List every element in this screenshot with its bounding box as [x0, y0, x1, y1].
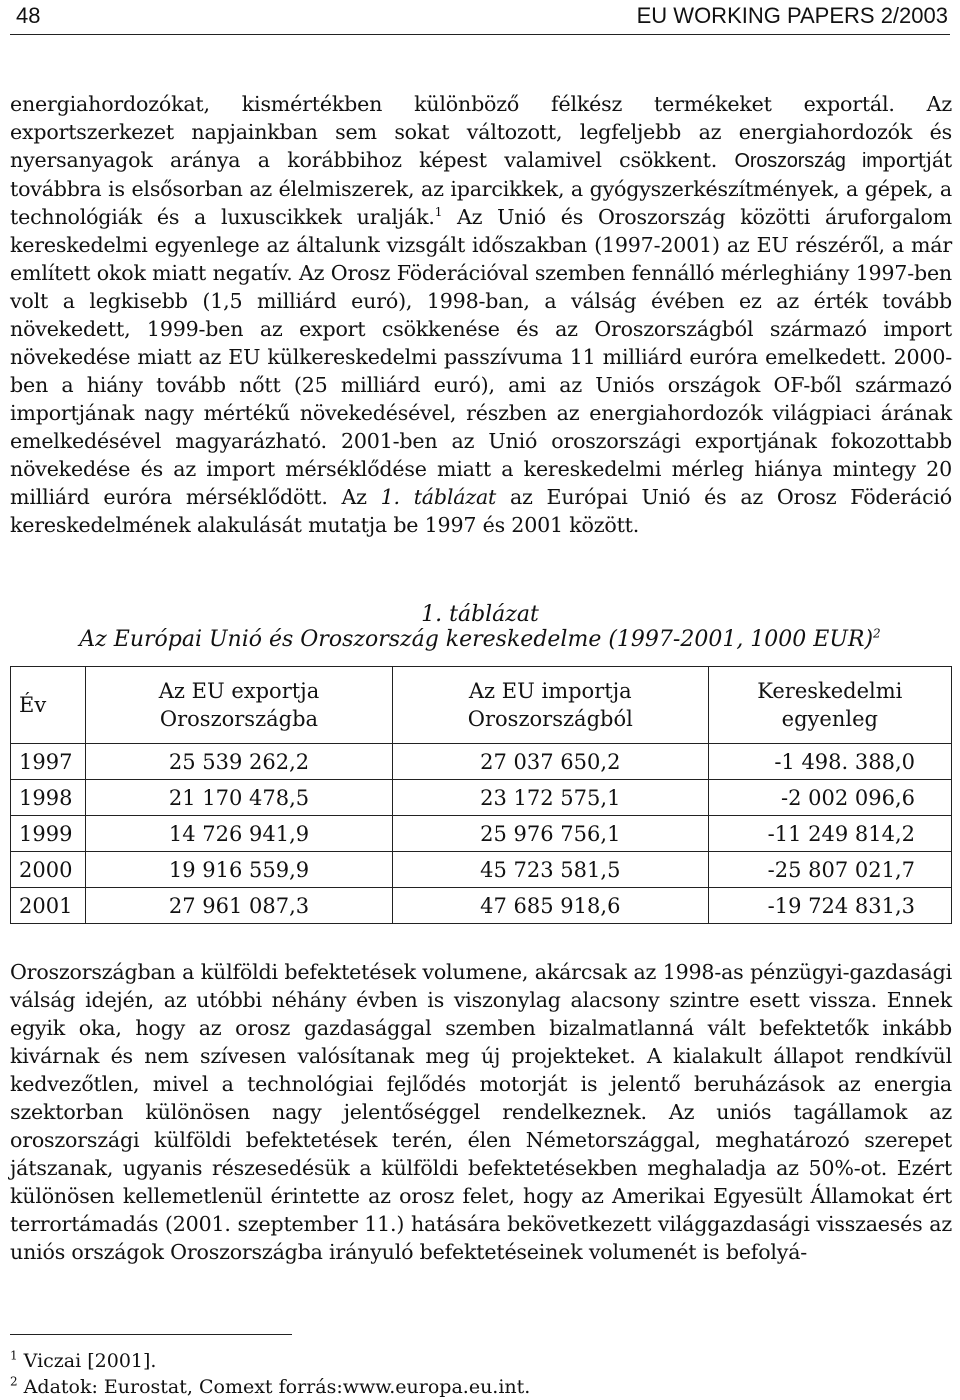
cell-export: 14 726 941,9 — [86, 816, 393, 852]
page-number: 48 — [16, 3, 41, 28]
cell-balance: -11 249 814,2 — [708, 816, 951, 852]
cell-export: 27 961 087,3 — [86, 888, 393, 924]
table-caption — [0, 602, 960, 652]
para1-sentence-2: Oroszország im — [734, 150, 883, 172]
para1-sentence-5: az Európai Unió és az Orosz Föderáció kereskedelmének alakulását mutatja be 1997 és 2001 között. — [10, 485, 952, 537]
table-row — [11, 852, 952, 888]
header-balance: Kereskedelmi egyenleg — [708, 667, 951, 744]
cell-balance: -25 807 021,7 — [708, 852, 951, 888]
footnote-text: Viczai [2001]. — [17, 1350, 157, 1372]
cell-year: 1998 — [11, 780, 86, 816]
cell-balance: -1 498. 388,0 — [708, 744, 951, 780]
cell-export: 21 170 478,5 — [86, 780, 393, 816]
footnote-divider — [10, 1334, 292, 1335]
cell-balance: -2 002 096,6 — [708, 780, 951, 816]
cell-year: 2001 — [11, 888, 86, 924]
footnote-2 — [10, 1374, 950, 1400]
footnote-1 — [10, 1348, 950, 1374]
cell-import: 23 172 575,1 — [392, 780, 708, 816]
body-paragraph-1 — [10, 90, 952, 539]
table-row — [11, 780, 952, 816]
header-export: Az EU exportja Oroszországba — [86, 667, 393, 744]
table-caption-title-line — [0, 627, 960, 652]
cell-balance: -19 724 831,3 — [708, 888, 951, 924]
table-caption-label: 1. táblázat — [421, 602, 539, 627]
cell-year: 1997 — [11, 744, 86, 780]
para1-sentence-4: Az Unió és Oroszország közötti áruforgalom kereskedelmi egyenlege az általunk vizsgált időszakban (1997-2001) az EU részéről, a már említett okok miatt negatív. Az Orosz Föderációval szemben fennálló mérleghiány 1997-ben volt a legkisebb (1,5 milliárd euró), 1998-ban, a válság évében ez az érték tovább növekedett, 1999-ben az export csökkenése és az Oroszországból származó import növekedése miatt az EU külkereskedelmi passzívuma 11 milliárd euróra emelkedett. 2000-ben a hiány tovább nőtt (25 milliárd euró), ami az Uniós országok OF-ből származó importjának nagy mértékű növekedésével, részben az energiahordozók világpiaci árának emelkedésével magyarázható. 2001-ben az Unió oroszországi exportjának fokozottabb növekedése és az import mérséklődése miatt a kereskedelmi mérleg hiánya mintegy 20 milliárd euróra mérséklődött. Az — [10, 205, 952, 509]
table-row — [11, 816, 952, 852]
cell-import: 25 976 756,1 — [392, 816, 708, 852]
footnote-ref-2: 2 — [873, 626, 881, 641]
body-paragraph-2: Oroszországban a külföldi befektetések volumene, akárcsak az 1998-as pénzügyi-gazdasági válság idején, az utóbbi néhány évben is viszonylag alacsony szintre esett vissza. Ennek egyik oka, hogy az orosz gazdasággal szemben bizalmatlanná vált befektetők inkább kivárnak és nem szívesen valósítanak meg új projekteket. A kialakult állapot rendkívül kedvezőtlen, mivel a technológiai fejlődés motorját is jelentő beruházások az energia szektorban különösen nagy jelentőséggel rendelkeznek. Az uniós tagállamok az oroszországi külföldi befektetések terén, élen Németországgal, meghatározó szerepet játszanak, ugyanis részesedésük a külföldi befektetésekben meghaladja az 50%-ot. Ezért különösen kellemetlenül érintette az orosz felet, hogy az Amerikai Egyesült Államokat ért terrortámadás (2001. szeptember 11.) hatására bekövetkezett világgazdasági visszaesés az uniós országok Oroszországba irányuló befektetéseinek volumenét is befolyá- — [10, 960, 952, 1264]
footnote-text: Adatok: Eurostat, Comext forrás:www.europa.eu.int. — [17, 1376, 531, 1398]
table-caption-title: Az Európai Unió és Oroszország kereskedelme (1997-2001, 1000 EUR) — [79, 627, 874, 652]
cell-import: 45 723 581,5 — [392, 852, 708, 888]
table-row — [11, 888, 952, 924]
cell-export: 25 539 262,2 — [86, 744, 393, 780]
para1-sentence-1: energiahordozókat, kismértékben különböző félkész termékeket exportál. Az exportszerkezet napjainkban sem sokat változott, legfeljebb az energiahordozók és nyersanyagok aránya a korábbihoz képest valamivel csökkent. — [10, 92, 952, 172]
cell-export: 19 916 559,9 — [86, 852, 393, 888]
footnote-mark: 2 — [10, 1374, 18, 1389]
trade-table — [10, 666, 952, 924]
header-import: Az EU importja Oroszországból — [392, 667, 708, 744]
footnote-ref-1: 1 — [434, 205, 443, 220]
table-row — [11, 744, 952, 780]
header-year: Év — [11, 667, 86, 744]
para1-sentence-3: portját továbbra is elsősorban az élelmiszerek, az iparcikkek, a gyógyszerkészítmények, a gépek, a technológiák és a luxuscikkek uralják. — [10, 148, 953, 229]
table-header-row — [11, 667, 952, 744]
cell-year: 1999 — [11, 816, 86, 852]
footnotes — [10, 1348, 950, 1400]
cell-import: 27 037 650,2 — [392, 744, 708, 780]
footnote-mark: 1 — [10, 1348, 18, 1363]
cell-year: 2000 — [11, 852, 86, 888]
running-header — [10, 0, 950, 35]
cell-import: 47 685 918,6 — [392, 888, 708, 924]
table-reference: 1. táblázat — [380, 485, 497, 509]
publication-title: EU WORKING PAPERS 2/2003 — [636, 3, 948, 28]
